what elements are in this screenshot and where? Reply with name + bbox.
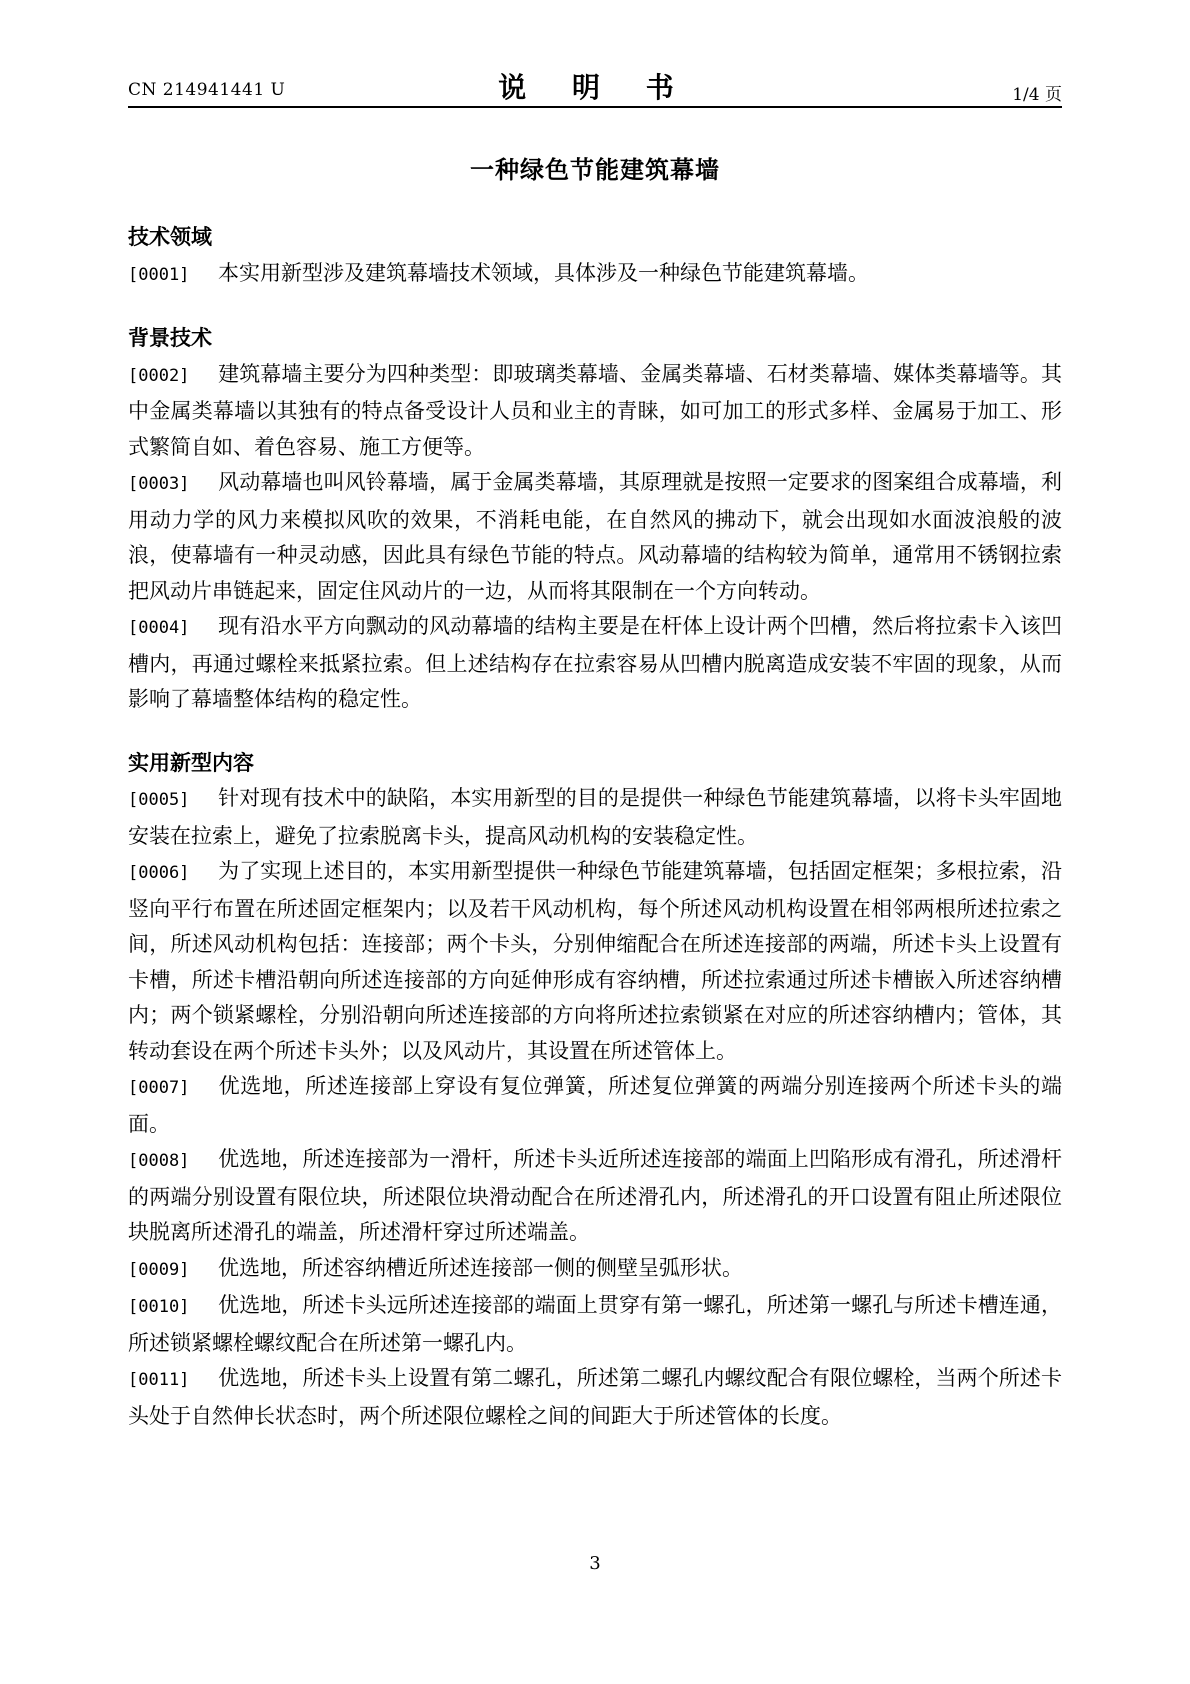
publication-number: CN 214941441 U: [128, 80, 286, 100]
section-technical-field: [128, 220, 1062, 293]
paragraph-number: [0011]: [128, 1370, 190, 1390]
header-title: 说 明 书: [498, 71, 692, 104]
paragraph-text: 优选地，所述连接部上穿设有复位弹簧，所述复位弹簧的两端分别连接两个所述卡头的端面。: [128, 1074, 1062, 1136]
paragraph-text: 优选地，所述卡头远所述连接部的端面上贯穿有第一螺孔，所述第一螺孔与所述卡槽连通，所述锁紧螺栓螺纹配合在所述第一螺孔内。: [128, 1293, 1062, 1355]
paragraph-number: [0006]: [128, 863, 190, 883]
paragraph: [128, 854, 1062, 1069]
paragraph-number: [0002]: [128, 365, 190, 386]
paragraph-number: [0004]: [128, 618, 190, 638]
paragraph: [128, 1361, 1062, 1434]
page-info: 1/4 页: [1012, 85, 1062, 105]
paragraph-number: [0009]: [128, 1259, 190, 1280]
section-background: [128, 321, 1062, 718]
paragraph-number: [0007]: [128, 1078, 190, 1098]
paragraph-number: [0003]: [128, 474, 190, 494]
paragraph-number: [0008]: [128, 1151, 190, 1171]
paragraph-text: 为了实现上述目的，本实用新型提供一种绿色节能建筑幕墙，包括固定框架；多根拉索，沿竖向平行布置在所述固定框架内；以及若干风动机构，每个所述风动机构设置在相邻两根所述拉索之间，所述风动机构包括：连接部；两个卡头，分别伸缩配合在所述连接部的两端，所述卡头上设置有卡槽，所述卡槽沿朝向所述连接部的方向延伸形成有容纳槽，所述拉索通过所述卡槽嵌入所述容纳槽内；两个锁紧螺栓，分别沿朝向所述连接部的方向将所述拉索锁紧在对应的所述容纳槽内；管体，其转动套设在两个所述卡头外；以及风动片，其设置在所述管体上。: [128, 859, 1062, 1063]
paragraph-text: 本实用新型涉及建筑幕墙技术领域，具体涉及一种绿色节能建筑幕墙。: [218, 260, 869, 285]
paragraph: [128, 465, 1062, 609]
section-heading: 实用新型内容: [128, 750, 254, 775]
paragraph-number: [0010]: [128, 1297, 190, 1317]
paragraph: [128, 1251, 1062, 1289]
paragraph: [128, 1288, 1062, 1361]
paragraph-number: [0001]: [128, 264, 190, 285]
paragraph-text: 优选地，所述容纳槽近所述连接部一侧的侧壁呈弧形状。: [218, 1255, 743, 1280]
paragraph: [128, 781, 1062, 854]
paragraph-text: 现有沿水平方向飘动的风动幕墙的结构主要是在杆体上设计两个凹槽，然后将拉索卡入该凹槽内，再通过螺栓来抵紧拉索。但上述结构存在拉索容易从凹槽内脱离造成安装不牢固的现象，从而影响了幕墙整体结构的稳定性。: [128, 614, 1062, 711]
paragraph: [128, 256, 1062, 294]
paragraph-text: 优选地，所述卡头上设置有第二螺孔，所述第二螺孔内螺纹配合有限位螺栓，当两个所述卡头处于自然伸长状态时，两个所述限位螺栓之间的间距大于所述管体的长度。: [128, 1366, 1062, 1428]
section-heading: 背景技术: [128, 326, 212, 350]
paragraph-text: 风动幕墙也叫风铃幕墙，属于金属类幕墙，其原理就是按照一定要求的图案组合成幕墙，利用动力学的风力来模拟风吹的效果，不消耗电能，在自然风的拂动下，就会出现如水面波浪般的波浪，使幕墙有一种灵动感，因此具有绿色节能的特点。风动幕墙的结构较为简单，通常用不锈钢拉索把风动片串链起来，固定住风动片的一边，从而将其限制在一个方向转动。: [128, 470, 1062, 603]
paragraph-text: 建筑幕墙主要分为四种类型：即玻璃类幕墙、金属类幕墙、石材类幕墙、媒体类幕墙等。其中金属类幕墙以其独有的特点备受设计人员和业主的青睐，如可加工的形式多样、金属易于加工、形式繁简自如、着色容易、施工方便等。: [128, 361, 1062, 459]
paragraph: [128, 357, 1062, 466]
section-heading: 技术领域: [128, 225, 212, 249]
paragraph-number: [0005]: [128, 790, 190, 810]
paragraph-text: 优选地，所述连接部为一滑杆，所述卡头近所述连接部的端面上凹陷形成有滑孔，所述滑杆的两端分别设置有限位块，所述限位块滑动配合在所述滑孔内，所述滑孔的开口设置有阻止所述限位块脱离所述滑孔的端盖，所述滑杆穿过所述端盖。: [128, 1147, 1062, 1244]
paragraph: [128, 1069, 1062, 1142]
document-title: 一种绿色节能建筑幕墙: [470, 156, 720, 184]
header-rule: [128, 106, 1062, 108]
document-body: [128, 220, 1062, 1434]
paragraph-text: 针对现有技术中的缺陷，本实用新型的目的是提供一种绿色节能建筑幕墙，以将卡头牢固地安装在拉索上，避免了拉索脱离卡头，提高风动机构的安装稳定性。: [128, 786, 1062, 848]
section-utility-content: [128, 746, 1062, 1435]
page-number: 3: [589, 1553, 601, 1574]
paragraph: [128, 609, 1062, 718]
paragraph: [128, 1142, 1062, 1251]
